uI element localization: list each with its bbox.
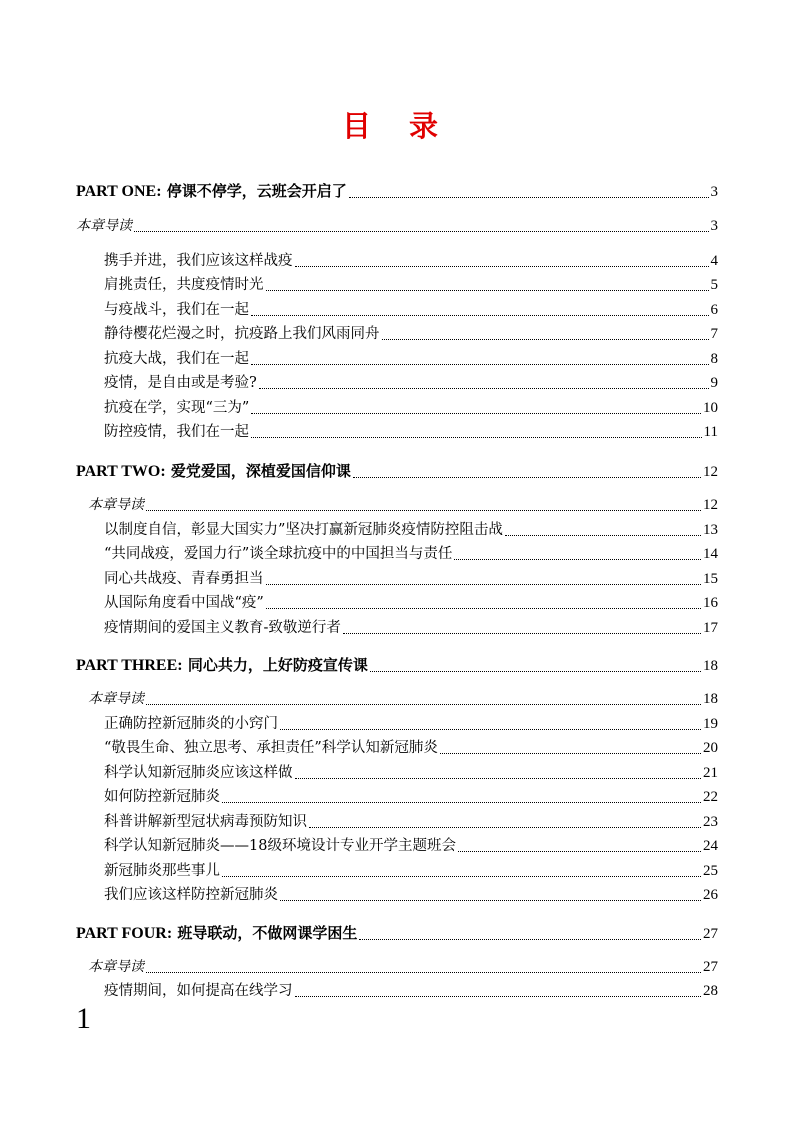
dot-leader <box>280 729 701 730</box>
toc-page-number: 18 <box>703 691 718 707</box>
toc-entry-label: 抗疫大战，我们在一起 <box>104 351 249 367</box>
toc-entry-label: 静待樱花烂漫之时，抗疫路上我们风雨同舟 <box>104 326 380 342</box>
toc-entry-label: 正确防控新冠肺炎的小窍门 <box>104 716 278 732</box>
toc-entry-label: 本章导读 <box>88 959 144 975</box>
toc-entry[interactable] <box>104 323 718 345</box>
dot-leader <box>458 851 701 852</box>
toc-entry-label <box>76 922 359 945</box>
toc-chapter-guide[interactable] <box>88 688 718 710</box>
dot-leader <box>251 413 701 414</box>
toc-entry-label: 科普讲解新型冠状病毒预防知识 <box>104 814 307 830</box>
toc-entry-label: “共同战疫，爱国力行”谈全球抗疫中的中国担当与责任 <box>104 546 453 562</box>
toc-page-number: 4 <box>710 253 718 269</box>
toc-page-number: 17 <box>703 620 718 636</box>
dot-leader <box>266 290 709 291</box>
dot-leader <box>440 753 701 754</box>
toc-entry-label: 如何防控新冠肺炎 <box>104 789 220 805</box>
dot-leader <box>309 827 701 828</box>
toc-entry[interactable] <box>104 519 718 541</box>
toc-entry-label: 从国际角度看中国战“疫” <box>104 595 264 611</box>
dot-leader <box>295 778 702 779</box>
part-heading-zh: 班导联动，不做网课学困生 <box>177 924 358 942</box>
toc-page-number: 15 <box>703 571 718 587</box>
dot-leader <box>505 535 701 536</box>
toc-page-number: 7 <box>710 326 718 342</box>
toc-entry[interactable] <box>104 860 718 882</box>
dot-leader <box>251 437 702 438</box>
toc-entry[interactable] <box>104 568 718 590</box>
dot-leader <box>266 584 702 585</box>
toc-page-number: 22 <box>703 789 718 805</box>
dot-leader <box>295 996 702 997</box>
dot-leader <box>343 633 701 634</box>
page-title: 目 录 <box>341 109 453 143</box>
toc-entry[interactable] <box>104 980 718 1002</box>
toc-page-number: 25 <box>703 863 718 879</box>
toc-entry[interactable] <box>104 299 718 321</box>
dot-leader <box>251 315 709 316</box>
toc-entry-label: 科学认知新冠肺炎——18级环境设计专业开学主题班会 <box>104 838 456 854</box>
toc-entry[interactable] <box>104 713 718 735</box>
toc-entry-label: 携手并进，我们应该这样战疫 <box>104 253 293 269</box>
toc-entry-label: 新冠肺炎那些事儿 <box>104 863 220 879</box>
toc-page-number: 3 <box>710 218 718 234</box>
part-heading-zh: 爱党爱国，深植爱国信仰课 <box>170 462 351 480</box>
toc-entry[interactable] <box>104 786 718 808</box>
toc-entry-label: 科学认知新冠肺炎应该这样做 <box>104 765 293 781</box>
toc-page-number: 9 <box>710 375 718 391</box>
dot-leader <box>259 388 709 389</box>
dot-leader <box>146 510 701 511</box>
toc-entry[interactable] <box>104 884 718 906</box>
toc-entry[interactable] <box>104 762 718 784</box>
dot-leader <box>359 939 701 940</box>
dot-leader <box>266 608 701 609</box>
toc-entry-label: 以制度自信，彰显大国实力”坚决打赢新冠肺炎疫情防控阻击战 <box>104 522 503 538</box>
toc-page-number: 6 <box>710 302 718 318</box>
toc-page-number: 13 <box>703 522 718 538</box>
toc-page-number: 23 <box>703 814 718 830</box>
toc-page-number: 10 <box>703 400 718 416</box>
dot-leader <box>382 339 709 340</box>
toc-entry[interactable] <box>104 250 718 272</box>
toc-entry[interactable] <box>104 835 718 857</box>
toc-entry[interactable] <box>104 811 718 833</box>
toc-entry-label: 防控疫情，我们在一起 <box>104 424 249 440</box>
toc-entry-label: 本章导读 <box>76 218 132 234</box>
dot-leader <box>353 477 701 478</box>
toc-part-heading[interactable] <box>76 181 718 203</box>
dot-leader <box>280 900 701 901</box>
toc-page-number: 11 <box>703 424 718 440</box>
toc-entry[interactable] <box>104 592 718 614</box>
toc-page-number: 27 <box>703 926 718 942</box>
part-heading-en: PART ONE: <box>76 183 162 200</box>
toc-entry-label: 我们应该这样防控新冠肺炎 <box>104 887 278 903</box>
toc-page-number: 14 <box>703 546 718 562</box>
page-number: 1 <box>76 1002 91 1035</box>
part-heading-en: PART THREE: <box>76 657 183 674</box>
toc-entry-label: 本章导读 <box>88 691 144 707</box>
toc-entry[interactable] <box>104 274 718 296</box>
toc-part-heading[interactable] <box>76 923 718 945</box>
toc-chapter-guide[interactable] <box>88 956 718 978</box>
toc-chapter-guide[interactable] <box>88 494 718 516</box>
toc-page-number: 27 <box>703 959 718 975</box>
dot-leader <box>222 876 701 877</box>
part-heading-en: PART FOUR: <box>76 925 173 942</box>
toc-entry-label: 抗疫在学，实现“三为” <box>104 400 250 416</box>
dot-leader <box>349 197 709 198</box>
toc-entry[interactable] <box>104 348 718 370</box>
toc-page-number: 20 <box>703 740 718 756</box>
toc-page-number: 12 <box>703 497 718 513</box>
toc-entry-label: “敬畏生命、独立思考、承担责任”科学认知新冠肺炎 <box>104 740 438 756</box>
dot-leader <box>146 972 701 973</box>
toc-page-number: 16 <box>703 595 718 611</box>
toc-entry[interactable] <box>104 372 718 394</box>
toc-entry[interactable] <box>104 397 718 419</box>
dot-leader <box>146 704 701 705</box>
toc-entry[interactable] <box>104 617 718 639</box>
toc-entry-label: 疫情，是自由或是考验? <box>104 375 257 391</box>
toc-page-number: 12 <box>703 464 718 480</box>
toc-page-number: 28 <box>703 983 718 999</box>
toc-entry[interactable] <box>104 737 718 759</box>
part-heading-zh: 停课不停学，云班会开启了 <box>166 182 347 200</box>
toc-entry[interactable] <box>104 421 718 443</box>
toc-entry-label: 本章导读 <box>88 497 144 513</box>
toc-page-number: 19 <box>703 716 718 732</box>
dot-leader <box>370 671 701 672</box>
toc-entry-label: 疫情期间，如何提高在线学习 <box>104 983 293 999</box>
toc-entry-label: 疫情期间的爱国主义教育-致敬逆行者 <box>104 620 341 636</box>
toc-page-number: 5 <box>710 277 718 293</box>
toc-page-number: 21 <box>703 765 718 781</box>
dot-leader <box>222 802 701 803</box>
toc-page-number: 3 <box>710 184 718 200</box>
part-heading-zh: 同心共力，上好防疫宣传课 <box>187 656 368 674</box>
toc-page-number: 24 <box>703 838 718 854</box>
toc-page-number: 26 <box>703 887 718 903</box>
toc-entry-label: 肩挑责任，共度疫情时光 <box>104 277 264 293</box>
toc-page-number: 18 <box>703 658 718 674</box>
toc-part-heading[interactable] <box>76 655 718 677</box>
toc-entry-label: 同心共战疫、青春勇担当 <box>104 571 264 587</box>
toc-chapter-guide[interactable] <box>76 215 718 237</box>
toc-entry-label <box>76 460 353 483</box>
toc-page-number: 8 <box>710 351 718 367</box>
toc-entry-label <box>76 180 349 203</box>
toc-entry-label <box>76 654 370 677</box>
dot-leader <box>251 364 709 365</box>
dot-leader <box>454 559 701 560</box>
dot-leader <box>295 266 709 267</box>
dot-leader <box>134 231 709 232</box>
toc-part-heading[interactable] <box>76 461 718 483</box>
part-heading-en: PART TWO: <box>76 463 166 480</box>
toc-entry-label: 与疫战斗，我们在一起 <box>104 302 249 318</box>
toc-entry[interactable] <box>104 543 718 565</box>
